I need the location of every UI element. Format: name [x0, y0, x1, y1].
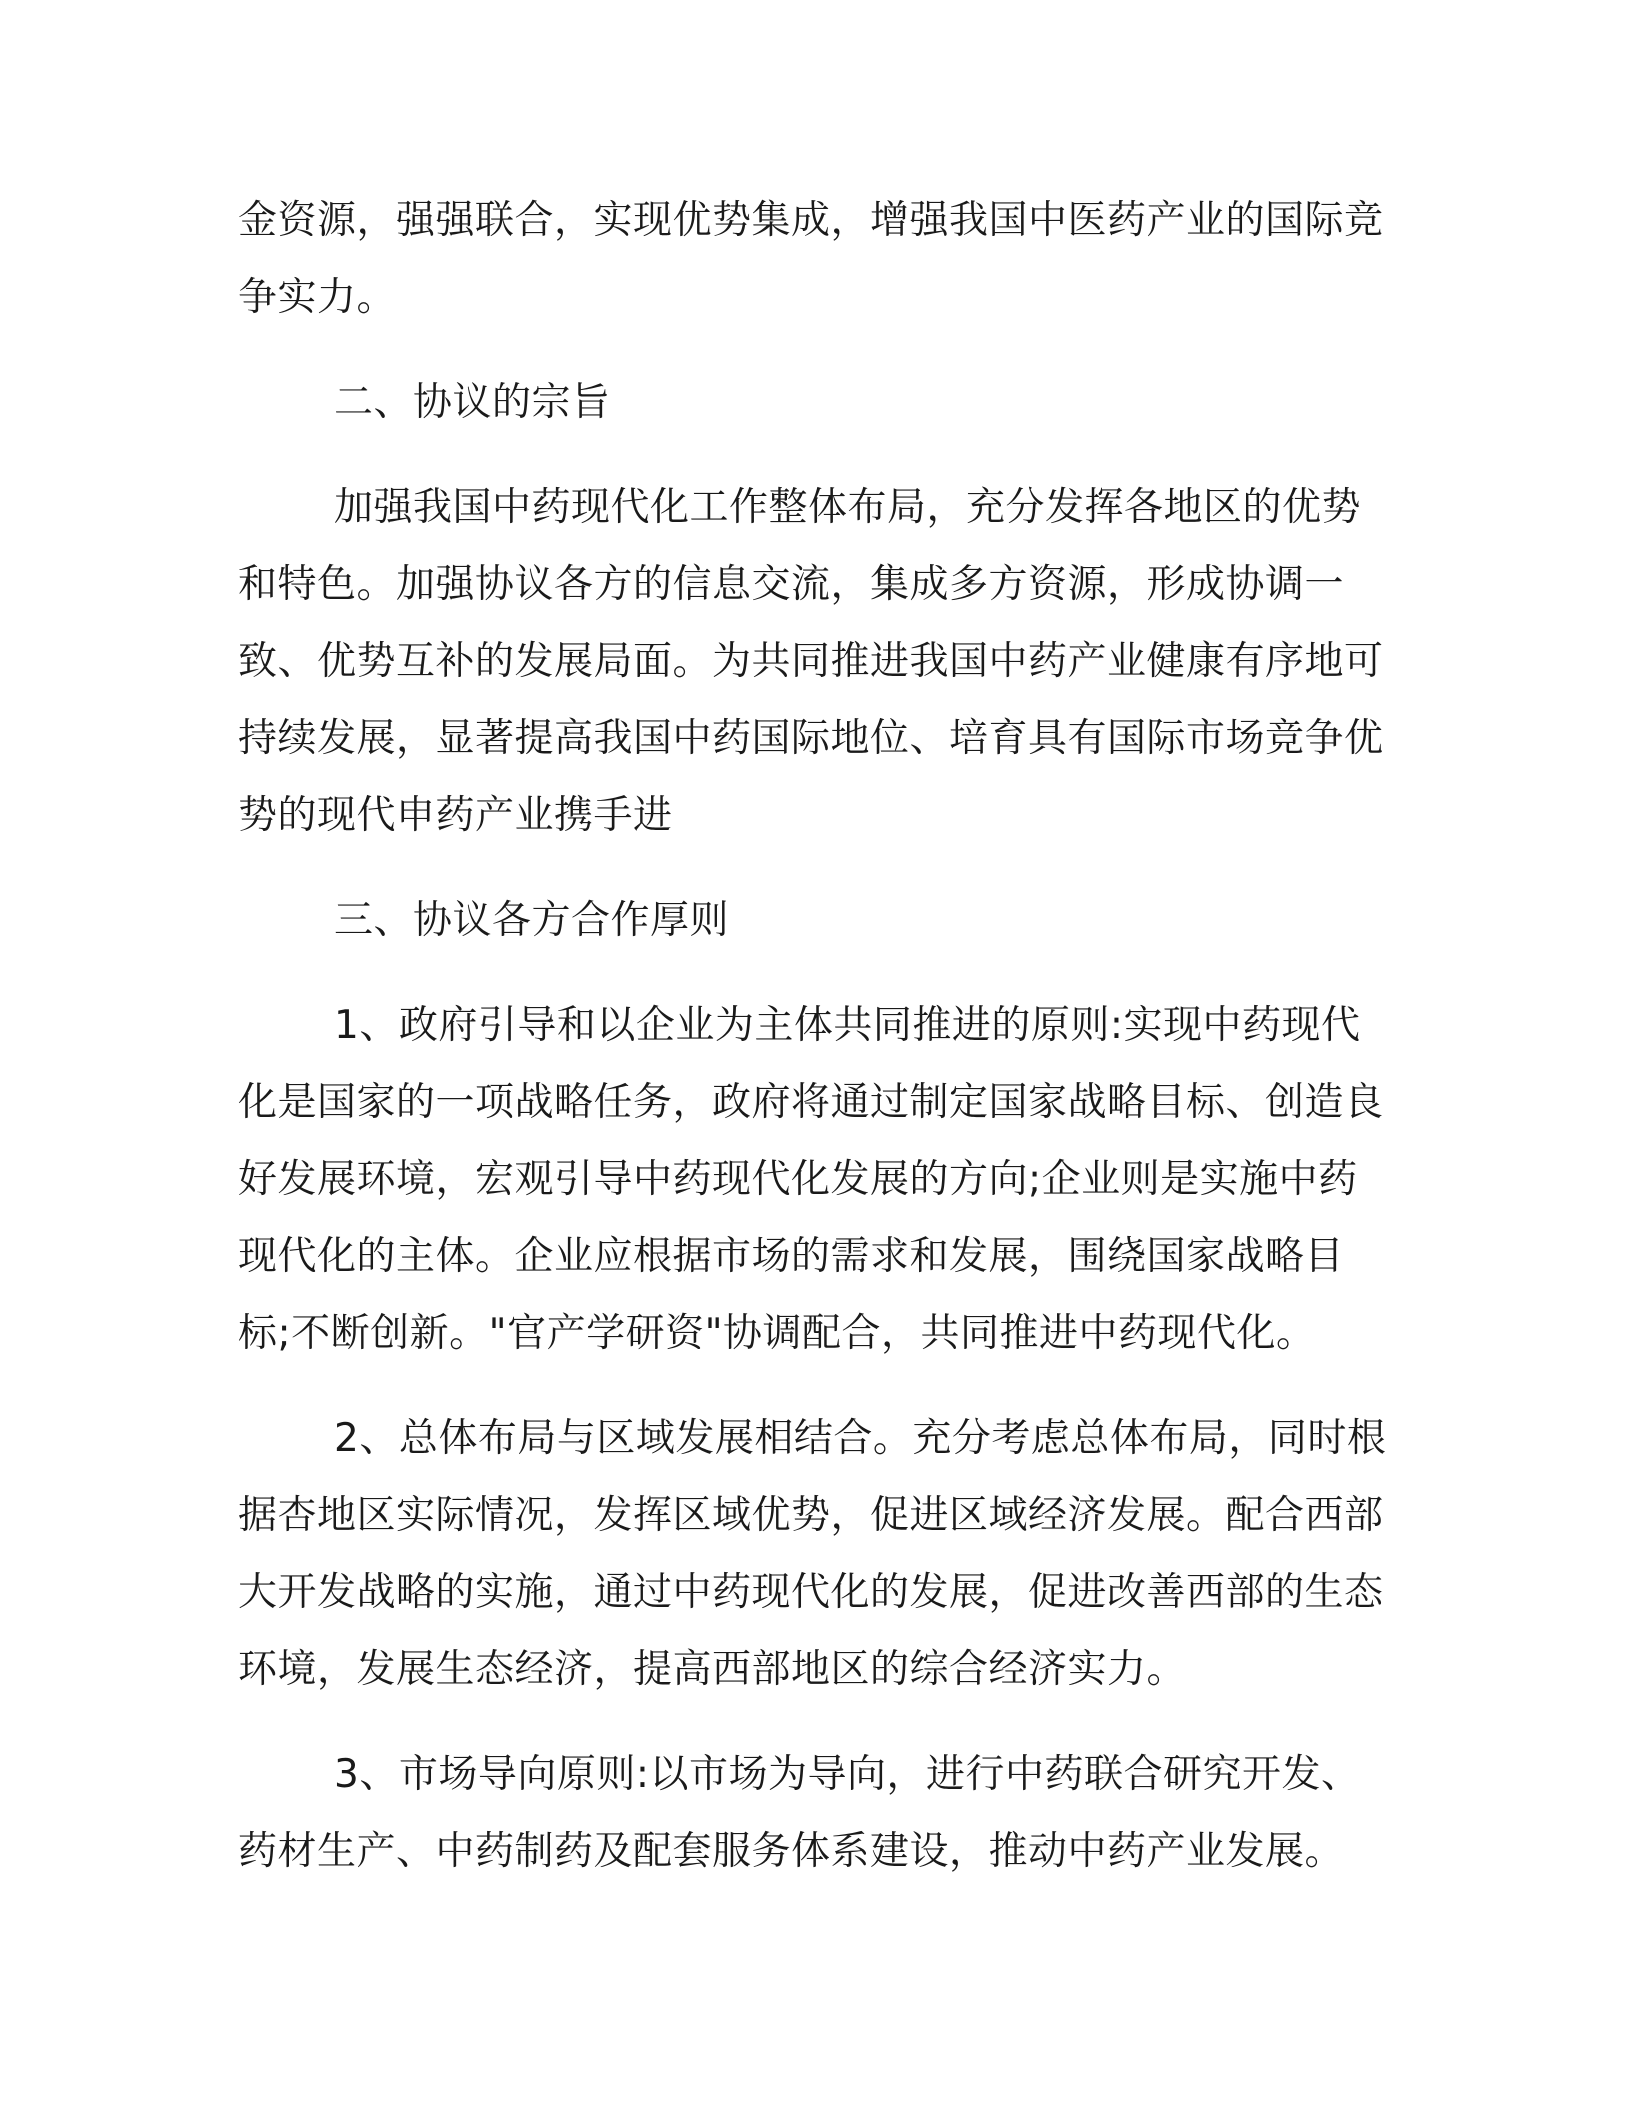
document-body	[238, 182, 1388, 1890]
paragraph-principle-2: 2、总体布局与区域发展相结合。充分考虑总体布局，同时根据杏地区实际情况，发挥区域优势，促进区域经济发展。配合西部大开发战略的实施，通过中药现代化的发展，促进改善西部的生态环境，发展生态经济，提高西部地区的综合经济实力。	[238, 1416, 1387, 1692]
paragraph-principle-1: 1、政府引导和以企业为主体共同推进的原则:实现中药现代化是国家的一项战略任务，政府将通过制定国家战略目标、创造良好发展环境，宏观引导中药现代化发展的方向;企业则是实施中药现代化的主体。企业应根据市场的需求和发展，围绕国家战略目标;不断创新。"官产学研资"协调配合，共同推进中药现代化。	[238, 1003, 1384, 1356]
section-heading-principles: 三、协议各方合作厚则	[334, 898, 730, 943]
section-heading-purpose: 二、协议的宗旨	[334, 380, 611, 425]
paragraph-purpose: 加强我国中药现代化工作整体布局，充分发挥各地区的优势和特色。加强协议各方的信息交流，集成多方资源，形成协调一致、优势互补的发展局面。为共同推进我国中药产业健康有序地可持续发展，显著提高我国中药国际地位、培育具有国际市场竞争优势的现代申药产业携手进	[238, 485, 1384, 838]
paragraph-principle-3: 3、市场导向原则:以市场为导向，进行中药联合研究开发、药材生产、中药制药及配套服务体系建设，推动中药产业发展。	[238, 1752, 1361, 1874]
paragraph-continuation: 金资源，强强联合，实现优势集成，增强我国中医药产业的国际竞争实力。	[238, 198, 1384, 320]
